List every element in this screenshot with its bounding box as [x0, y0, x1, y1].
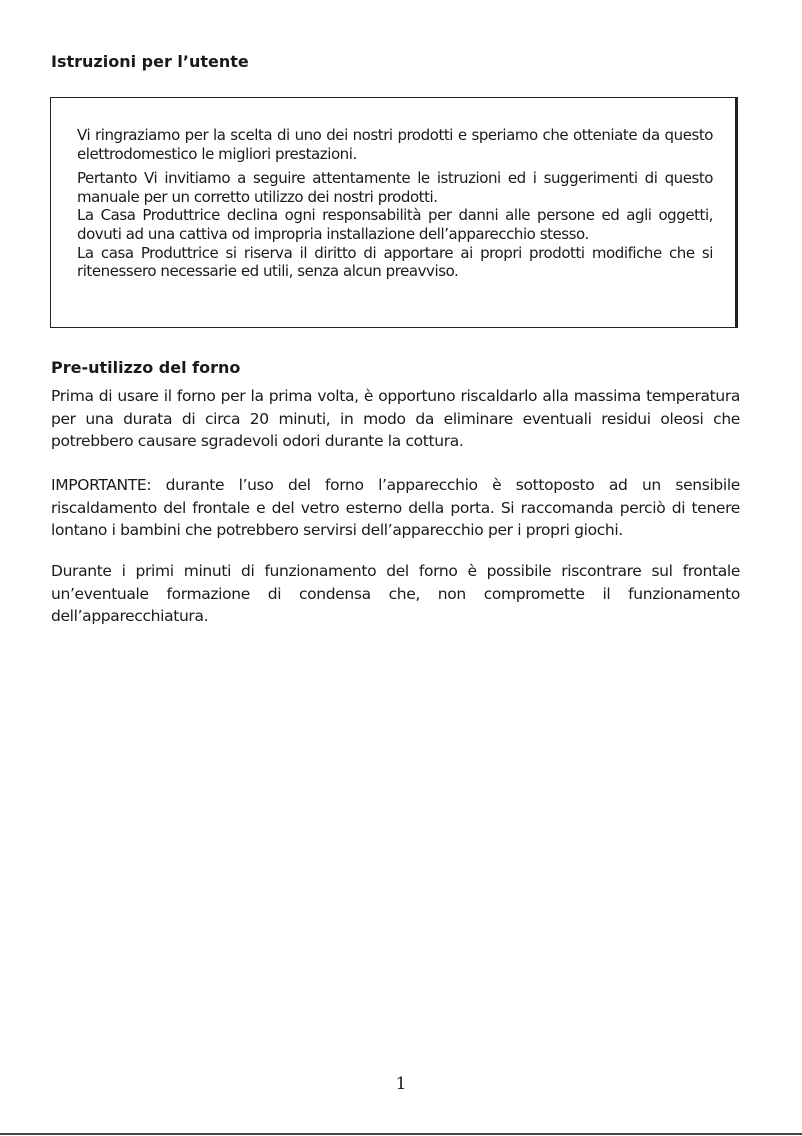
paragraph-condensation: Durante i primi minuti di funzionamento del forno è possibile riscontrare sul frontale un’eventuale formazione di condensa che, non compromette il funzionamento dell’apparecchiatura. [51, 562, 740, 625]
intro-paragraph-thanks: Vi ringraziamo per la scelta di uno dei nostri prodotti e speriamo che otteniate da questo elettrodomestico le migliori prestazioni. [77, 126, 713, 163]
intro-notice-box [50, 97, 738, 328]
bottom-divider [0, 1133, 802, 1135]
section-title: Pre-utilizzo del forno [51, 358, 241, 377]
intro-paragraph-liability: La Casa Produttrice declina ogni responsabilità per danni alle persone ed agli oggetti, dovuti ad una cattiva od impropria installazione dell’apparecchio stesso. [77, 206, 713, 243]
paragraph-important-warning: IMPORTANTE: durante l’uso del forno l’apparecchio è sottoposto ad un sensibile riscaldamento del frontale e del vetro esterno della porta. Si raccomanda perciò di tenere lontano i bambini che potrebbero servirsi dell’apparecchio per i propri giochi. [51, 476, 740, 539]
intro-notice-text [77, 126, 713, 281]
page-number: 1 [395, 1074, 407, 1094]
page-title: Istruzioni per l’utente [51, 52, 249, 71]
intro-paragraph-instructions: Pertanto Vi invitiamo a seguire attentamente le istruzioni ed i suggerimenti di questo manuale per un corretto utilizzo dei nostri prodotti. [77, 169, 713, 206]
paragraph-first-use: Prima di usare il forno per la prima volta, è opportuno riscaldarlo alla massima temperatura per una durata di circa 20 minuti, in modo da eliminare eventuali residui oleosi che potrebbero causare sgradevoli odori durante la cottura. [51, 387, 740, 450]
intro-paragraph-modifications: La casa Produttrice si riserva il diritto di apportare ai propri prodotti modifiche che si ritenessero necessarie ed utili, senza alcun preavviso. [77, 243, 713, 281]
